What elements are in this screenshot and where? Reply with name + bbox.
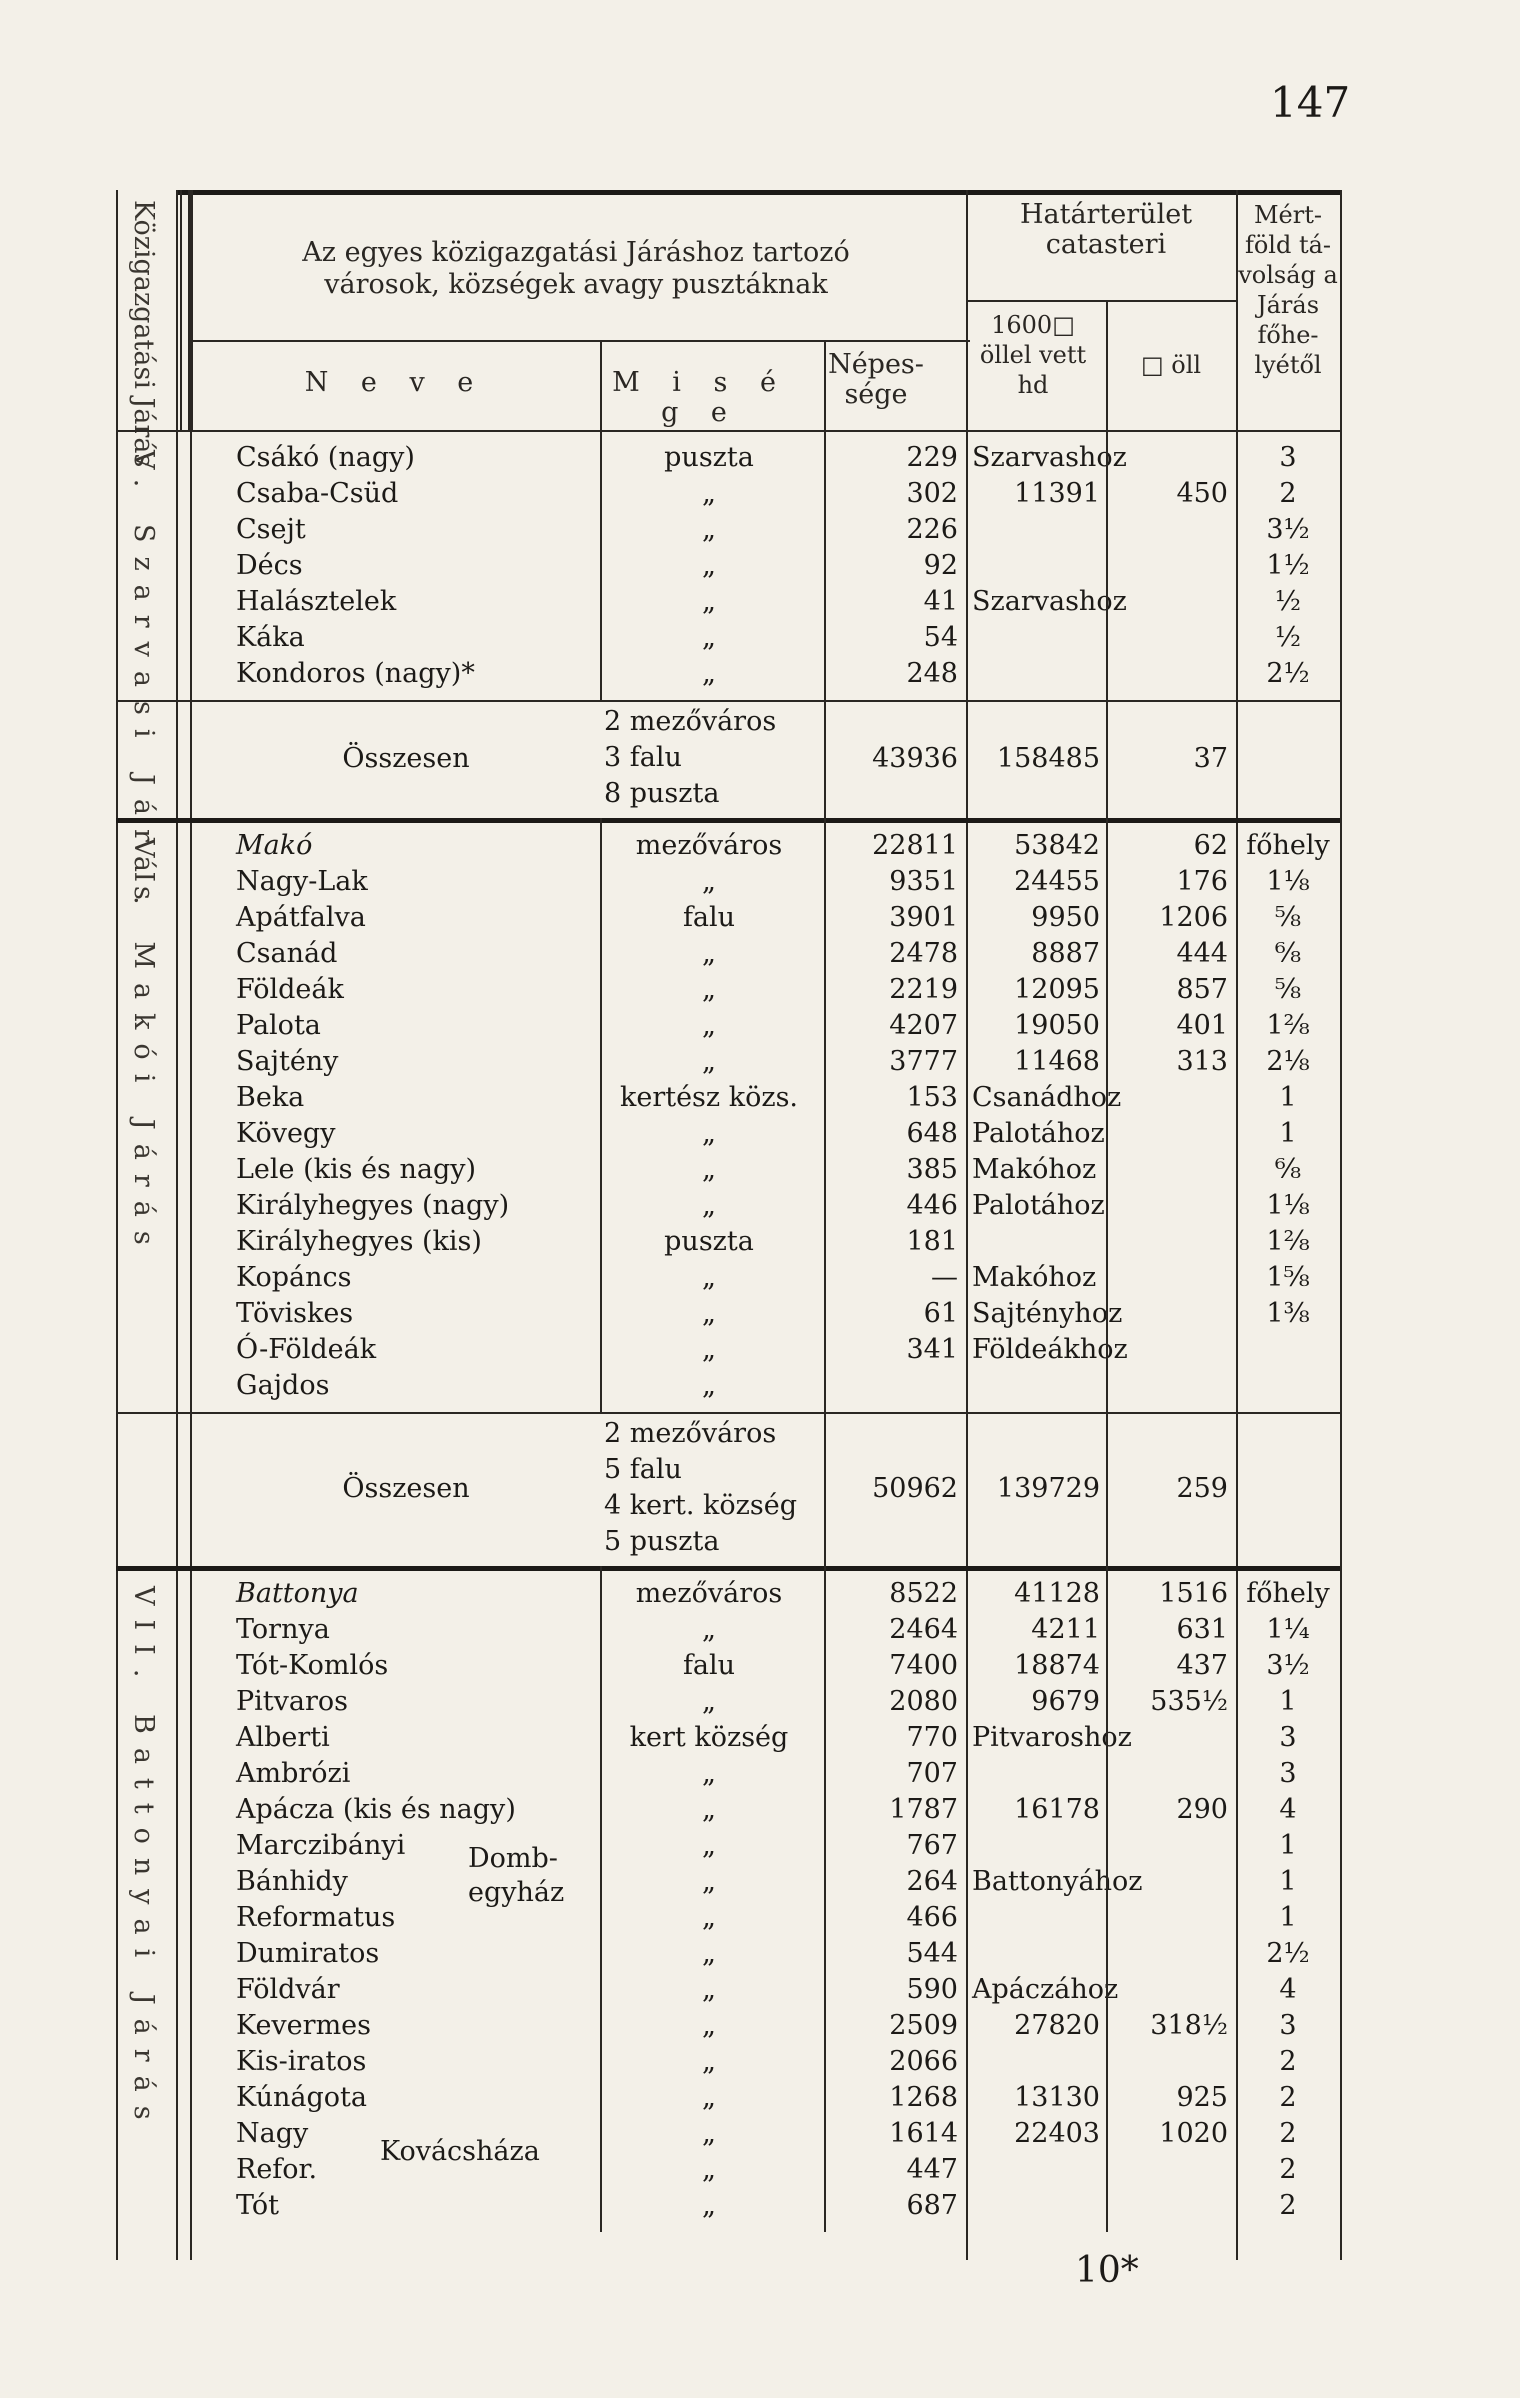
total-area-ol: 259	[1176, 1473, 1228, 1504]
row-population: 590	[906, 1974, 958, 2005]
row-name: Beka	[236, 1082, 305, 1113]
row-area-reference: Földeákhoz	[972, 1334, 1128, 1365]
row-area-ol: 62	[1193, 830, 1228, 861]
row-name: Sajtény	[236, 1046, 339, 1077]
row-distance: 1	[1279, 1830, 1297, 1861]
total-kind-line: 3 falu	[604, 742, 682, 773]
row-area-ol: 1020	[1159, 2118, 1228, 2149]
row-population: 1268	[889, 2082, 958, 2113]
total-kind-line: 2 mezőváros	[604, 1418, 777, 1449]
row-area-hold: 16178	[1014, 1794, 1100, 1825]
row-area-ol: 857	[1176, 974, 1228, 1005]
row-population: 2464	[889, 1614, 958, 1645]
footer-signature-mark: 10*	[1075, 2250, 1139, 2291]
row-distance: főhely	[1246, 830, 1330, 861]
row-name: Tót-Komlós	[236, 1650, 389, 1681]
row-kind: „	[702, 1866, 716, 1897]
row-distance: 3	[1279, 1758, 1297, 1789]
row-distance: ⁶⁄₈	[1274, 1154, 1302, 1185]
column-rule	[824, 818, 826, 1412]
row-name: Apácza (kis és nagy)	[236, 1794, 516, 1825]
row-kind: „	[702, 2154, 716, 2185]
row-area-ol: 318½	[1150, 2010, 1228, 2041]
row-distance: 1½	[1266, 550, 1310, 581]
district-label: VII. Battonyai Járás	[128, 1586, 159, 2134]
row-population: 61	[923, 1298, 958, 1329]
row-area-hold: 22403	[1014, 2118, 1100, 2149]
row-area-ol: 444	[1176, 938, 1228, 969]
row-population: 2080	[889, 1686, 958, 1717]
row-distance: 2	[1279, 2154, 1297, 2185]
row-kind: „	[702, 1262, 716, 1293]
row-population: 54	[923, 622, 958, 653]
row-area-ol: 437	[1176, 1650, 1228, 1681]
row-distance: 1	[1279, 1902, 1297, 1933]
row-area-hold: 19050	[1014, 1010, 1100, 1041]
total-kind-line: 2 mezőváros	[604, 706, 777, 737]
row-kind: „	[702, 2010, 716, 2041]
row-name: Ambrózi	[236, 1758, 351, 1789]
row-population: —	[931, 1262, 958, 1293]
row-kind: „	[702, 1686, 716, 1717]
row-distance: 1²⁄₈	[1266, 1010, 1310, 1041]
section-rule	[116, 1566, 1340, 1571]
row-kind: „	[702, 1190, 716, 1221]
row-area-ol: 1516	[1159, 1578, 1228, 1609]
row-kind: „	[702, 1046, 716, 1077]
row-name: Csaba-Csüd	[236, 478, 399, 509]
row-distance: 4	[1279, 1974, 1297, 2005]
row-area-hold: 11468	[1014, 1046, 1100, 1077]
row-distance: 1	[1279, 1686, 1297, 1717]
row-area-ol: 401	[1176, 1010, 1228, 1041]
row-distance: 3	[1279, 1722, 1297, 1753]
header-name: N e v e	[304, 367, 486, 398]
column-rule	[824, 700, 826, 818]
row-area-hold: 4211	[1031, 1614, 1100, 1645]
total-area-hold: 158485	[996, 743, 1100, 774]
row-name: Apátfalva	[236, 902, 366, 933]
column-rule	[600, 430, 602, 700]
statistics-table	[128, 190, 1342, 2260]
row-name: Tót	[236, 2190, 280, 2221]
row-name: Csákó (nagy)	[236, 442, 415, 473]
row-distance: ½	[1274, 586, 1302, 617]
row-area-reference: Makóhoz	[972, 1154, 1097, 1185]
table-left-rule	[176, 190, 178, 2260]
total-label: Összesen	[342, 1473, 470, 1504]
row-kind: „	[702, 866, 716, 897]
row-population: 687	[906, 2190, 958, 2221]
row-name: Kevermes	[236, 2010, 371, 2041]
row-population: 447	[906, 2154, 958, 2185]
row-name: Alberti	[236, 1722, 330, 1753]
row-name: Halásztelek	[236, 586, 397, 617]
header-district: Közigazgatási Járás	[128, 200, 159, 468]
row-population: 229	[906, 442, 958, 473]
row-population: 153	[906, 1082, 958, 1113]
row-kind: „	[702, 1902, 716, 1933]
row-kind: mezőváros	[635, 1578, 783, 1609]
row-distance: főhely	[1246, 1578, 1330, 1609]
row-population: 264	[906, 1866, 958, 1897]
row-population: 226	[906, 514, 958, 545]
row-population: 2066	[889, 2046, 958, 2077]
row-name: Marczibányi	[236, 1830, 406, 1861]
row-distance: 2	[1279, 2190, 1297, 2221]
row-kind: „	[702, 1010, 716, 1041]
row-population: 341	[906, 1334, 958, 1365]
row-distance: 2	[1279, 478, 1297, 509]
district-col-rule	[116, 190, 118, 2260]
row-distance: ⁶⁄₈	[1274, 938, 1302, 969]
column-rule	[1106, 430, 1108, 700]
header-mid-rule	[190, 340, 970, 342]
row-name: Dumiratos	[236, 1938, 380, 1969]
row-kind: „	[702, 1118, 716, 1149]
row-kind: puszta	[664, 442, 754, 473]
row-name: Battonya	[236, 1578, 359, 1609]
row-area-hold: 8887	[1031, 938, 1100, 969]
column-rule	[1106, 1566, 1108, 2232]
row-population: 4207	[889, 1010, 958, 1041]
row-distance: 1²⁄₈	[1266, 1226, 1310, 1257]
row-name: Tornya	[236, 1614, 330, 1645]
section-rule	[116, 700, 1340, 702]
row-name: Kúnágota	[236, 2082, 367, 2113]
row-area-ol: 535½	[1150, 1686, 1228, 1717]
row-kind: „	[702, 2046, 716, 2077]
row-kind: „	[702, 1794, 716, 1825]
row-area-reference: Szarvashoz	[972, 586, 1127, 617]
brace-label-kovacshaza: Kovácsháza	[380, 2136, 540, 2167]
row-kind: „	[702, 2118, 716, 2149]
row-population: 248	[906, 658, 958, 689]
row-distance: 1⅛	[1266, 1190, 1310, 1221]
row-distance: 4	[1279, 1794, 1297, 1825]
row-kind: falu	[682, 1650, 736, 1681]
row-area-hold: 9679	[1031, 1686, 1100, 1717]
total-population: 50962	[872, 1473, 958, 1504]
column-rule	[824, 430, 826, 700]
row-population: 385	[906, 1154, 958, 1185]
row-area-reference: Apáczához	[972, 1974, 1119, 2005]
row-area-ol: 313	[1176, 1046, 1228, 1077]
table-top-rule	[176, 190, 1342, 195]
row-kind: „	[702, 478, 716, 509]
header-area-ol: □ öll	[1140, 351, 1202, 379]
row-population: 2509	[889, 2010, 958, 2041]
row-kind: puszta	[664, 1226, 754, 1257]
row-kind: „	[702, 1370, 716, 1401]
row-kind: kert község	[629, 1722, 789, 1753]
row-area-hold: 9950	[1031, 902, 1100, 933]
row-distance: 1⅜	[1266, 1298, 1310, 1329]
row-population: 41	[923, 586, 958, 617]
row-distance: 1⅝	[1266, 1262, 1310, 1293]
row-distance: ⅝	[1274, 902, 1302, 933]
row-area-ol: 1206	[1159, 902, 1228, 933]
row-kind: „	[702, 586, 716, 617]
row-area-ol: 631	[1176, 1614, 1228, 1645]
row-kind: „	[702, 974, 716, 1005]
row-area-hold: 18874	[1014, 1650, 1100, 1681]
table-right-rule	[1340, 190, 1342, 2260]
row-kind: „	[702, 514, 716, 545]
row-kind: „	[702, 622, 716, 653]
row-name: Makó	[236, 830, 313, 861]
row-area-hold: 12095	[1014, 974, 1100, 1005]
row-name: Királyhegyes (nagy)	[236, 1190, 510, 1221]
row-name: Nagy-Lak	[236, 866, 368, 897]
row-area-hold: 13130	[1014, 2082, 1100, 2113]
row-distance: 1¼	[1266, 1614, 1310, 1645]
district-label: V. Szarvasi Járás	[128, 450, 159, 914]
total-area-hold: 139729	[996, 1473, 1100, 1504]
header-main-line2: városok, községek avagy pusztáknak	[324, 269, 828, 300]
row-distance: 3½	[1266, 514, 1310, 545]
district-label: VI. Makói Járás	[128, 838, 159, 1259]
row-name: Bánhidy	[236, 1866, 348, 1897]
row-name: Királyhegyes (kis)	[236, 1226, 482, 1257]
column-rule	[1106, 700, 1108, 818]
row-name: Lele (kis és nagy)	[236, 1154, 477, 1185]
row-population: 2219	[889, 974, 958, 1005]
row-area-ol: 450	[1176, 478, 1228, 509]
header-area: Határterület catasteri	[1019, 199, 1193, 260]
row-area-hold: 11391	[1014, 478, 1100, 509]
row-area-reference: Csanádhoz	[972, 1082, 1122, 1113]
row-name: Gajdos	[236, 1370, 330, 1401]
row-name: Csanád	[236, 938, 338, 969]
row-distance: 2½	[1266, 658, 1310, 689]
row-area-reference: Battonyához	[972, 1866, 1143, 1897]
header-area-hold: 1600□ öllel vett hd	[979, 311, 1087, 399]
total-kind-line: 8 puszta	[604, 778, 720, 809]
row-area-ol: 925	[1176, 2082, 1228, 2113]
row-distance: 2	[1279, 2118, 1297, 2149]
row-kind: „	[702, 938, 716, 969]
section-rule	[116, 818, 1340, 823]
column-rule	[1106, 818, 1108, 1412]
row-name: Csejt	[236, 514, 306, 545]
row-kind: „	[702, 658, 716, 689]
row-distance: 3	[1279, 2010, 1297, 2041]
row-population: 7400	[889, 1650, 958, 1681]
row-name: Földeák	[236, 974, 344, 1005]
row-population: 466	[906, 1902, 958, 1933]
row-kind: „	[702, 1614, 716, 1645]
row-area-hold: 53842	[1014, 830, 1100, 861]
row-area-hold: 24455	[1014, 866, 1100, 897]
total-kind-line: 5 falu	[604, 1454, 682, 1485]
row-population: 3901	[889, 902, 958, 933]
header-bottom-rule	[116, 430, 1340, 432]
row-name: Pitvaros	[236, 1686, 349, 1717]
row-distance: 1	[1279, 1866, 1297, 1897]
row-area-reference: Sajtényhoz	[972, 1298, 1123, 1329]
column-rule	[824, 1566, 826, 2232]
row-kind: „	[702, 1334, 716, 1365]
row-name: Töviskes	[236, 1298, 354, 1329]
column-rule	[600, 818, 602, 1412]
row-area-reference: Palotához	[972, 1190, 1105, 1221]
row-area-reference: Makóhoz	[972, 1262, 1097, 1293]
row-area-hold: 27820	[1014, 2010, 1100, 2041]
header-population: Népes-sége	[828, 349, 924, 410]
row-distance: 3	[1279, 442, 1297, 473]
row-distance: ½	[1274, 622, 1302, 653]
row-population: 446	[906, 1190, 958, 1221]
total-population: 43936	[872, 743, 958, 774]
row-name: Ó-Földeák	[236, 1334, 377, 1365]
header-distance: Mért-föld tá-volság a Járás főhe-lyétől	[1238, 201, 1338, 379]
row-distance: 1	[1279, 1082, 1297, 1113]
row-distance: 2	[1279, 2082, 1297, 2113]
row-name: Kopáncs	[236, 1262, 352, 1293]
row-kind: „	[702, 1758, 716, 1789]
row-area-ol: 290	[1176, 1794, 1228, 1825]
row-name: Nagy	[236, 2118, 309, 2149]
page-number: 147	[1270, 78, 1351, 127]
row-area-hold: 41128	[1014, 1578, 1100, 1609]
header-kind: M i s é g e	[612, 367, 788, 428]
row-name: Kis-iratos	[236, 2046, 367, 2077]
row-kind: „	[702, 2190, 716, 2221]
row-population: 648	[906, 1118, 958, 1149]
row-name: Kövegy	[236, 1118, 336, 1149]
row-name: Décs	[236, 550, 303, 581]
row-area-reference: Pitvaroshoz	[972, 1722, 1132, 1753]
total-kind-line: 5 puszta	[604, 1526, 720, 1557]
row-population: 707	[906, 1758, 958, 1789]
table-inner-left-rule	[190, 190, 192, 2260]
row-distance: 1	[1279, 1118, 1297, 1149]
row-distance: 1⅛	[1266, 866, 1310, 897]
row-kind: „	[702, 1154, 716, 1185]
row-kind: kertész közs.	[619, 1082, 799, 1113]
row-kind: falu	[682, 902, 736, 933]
row-distance: 3½	[1266, 1650, 1310, 1681]
row-population: 22811	[872, 830, 958, 861]
row-population: 92	[923, 550, 958, 581]
brace-label-dombegyhaz: Domb-egyház	[468, 1843, 565, 1908]
row-population: 770	[906, 1722, 958, 1753]
row-kind: „	[702, 1830, 716, 1861]
row-name: Refor.	[236, 2154, 318, 2185]
row-area-ol: 176	[1176, 866, 1228, 897]
row-area-reference: Palotához	[972, 1118, 1105, 1149]
row-distance: ⅝	[1274, 974, 1302, 1005]
column-rule	[600, 1566, 602, 2232]
row-population: 181	[906, 1226, 958, 1257]
row-population: 2478	[889, 938, 958, 969]
row-kind: „	[702, 1974, 716, 2005]
row-area-reference: Szarvashoz	[972, 442, 1127, 473]
row-kind: „	[702, 550, 716, 581]
row-population: 1787	[889, 1794, 958, 1825]
section-rule	[116, 1412, 1340, 1414]
row-name: Kondoros (nagy)*	[236, 658, 475, 689]
row-population: 767	[906, 1830, 958, 1861]
column-rule	[1106, 1412, 1108, 1566]
column-rule	[824, 1412, 826, 1566]
row-distance: 2⅛	[1266, 1046, 1310, 1077]
row-name: Reformatus	[236, 1902, 396, 1933]
row-kind: „	[702, 2082, 716, 2113]
total-area-ol: 37	[1193, 743, 1228, 774]
row-distance: 2½	[1266, 1938, 1310, 1969]
row-population: 9351	[889, 866, 958, 897]
row-population: 302	[906, 478, 958, 509]
row-name: Káka	[236, 622, 305, 653]
row-distance: 2	[1279, 2046, 1297, 2077]
total-kind-line: 4 kert. község	[604, 1490, 797, 1521]
row-kind: mezőváros	[635, 830, 783, 861]
row-kind: „	[702, 1938, 716, 1969]
row-kind: „	[702, 1298, 716, 1329]
row-name: Földvár	[236, 1974, 340, 2005]
total-label: Összesen	[342, 743, 470, 774]
row-population: 8522	[889, 1578, 958, 1609]
row-name: Palota	[236, 1010, 321, 1041]
row-population: 3777	[889, 1046, 958, 1077]
row-population: 544	[906, 1938, 958, 1969]
row-population: 1614	[889, 2118, 958, 2149]
header-main-line1: Az egyes közigazgatási Járáshoz tartozó	[302, 237, 850, 268]
